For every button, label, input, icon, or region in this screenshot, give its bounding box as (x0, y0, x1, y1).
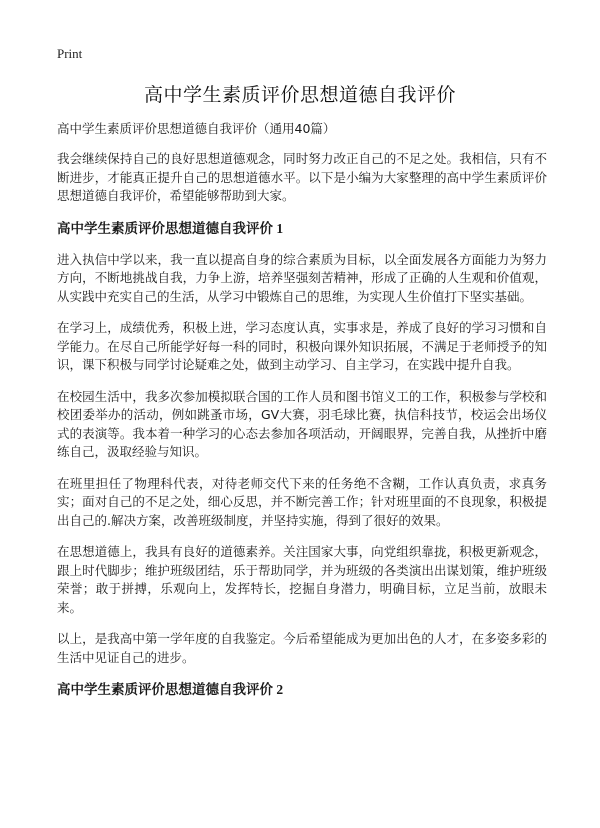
page-title: 高中学生素质评价思想道德自我评价 (143, 84, 456, 106)
document-body (57, 120, 547, 712)
section-1 (57, 219, 547, 668)
section-heading: 高中学生素质评价思想道德自我评价 2 (57, 682, 284, 697)
intro-paragraph: 我会继续保持自己的良好思想道德观念，同时努力改正自己的不足之处。我相信，只有不断进步，才能真正提升自己的思想道德水平。以下是小编为大家整理的高中学生素质评价思想道德自我评价，希望能够帮助到大家。 (57, 151, 547, 203)
body-paragraph: 在班里担任了物理科代表，对待老师交代下来的任务绝不含糊，工作认真负责，求真务实；面对自己的不足之处，细心反思，并不断完善工作；针对班里面的不良现象，积极提出自己的.解决方案，改善班级制度，并坚持实施，得到了很好的效果。 (57, 475, 547, 528)
print-link[interactable]: Print (57, 46, 83, 61)
document-subtitle: 高中学生素质评价思想道德自我评价（通用40篇） (57, 121, 336, 136)
section-heading: 高中学生素质评价思想道德自我评价 1 (57, 220, 284, 236)
body-paragraph: 在思想道德上，我具有良好的道德素养。关注国家大事，向党组织靠拢，积极更新观念，跟上时代脚步；维护班级团结，乐于帮助同学，并为班级的各类演出出谋划策，维护班级荣誉；敢于拼搏，乐观向上，发挥特长，挖掘自身潜力，明确目标，立足当前，放眼未来。 (57, 544, 547, 615)
section-2 (57, 680, 547, 699)
body-paragraph: 以上，是我高中第一学年度的自我鉴定。今后希望能成为更加出色的人才，在多姿多彩的生活中见证自己的进步。 (57, 631, 547, 665)
body-paragraph: 在校园生活中，我多次参加模拟联合国的工作人员和图书馆义工的工作，积极参与学校和校团委举办的活动，例如跳蚤市场，GV大赛，羽毛球比赛，执信科技节，校运会出场仪式的表演等。我本着一种学习的心态去参加各项活动，开阔眼界，完善自我，从挫折中磨练自己，汲取经验与知识。 (57, 388, 547, 459)
body-paragraph: 在学习上，成绩优秀，积极上进，学习态度认真，实事求是，养成了良好的学习习惯和自学能力。在尽自己所能学好每一科的同时，积极向课外知识拓展，不满足于老师授予的知识，课下积极与同学讨论疑难之处，做到主动学习、自主学习，在实践中提升自我。 (57, 320, 547, 372)
body-paragraph: 进入执信中学以来，我一直以提高自身的综合素质为目标，以全面发展各方面能力为努力方向，不断地挑战自我，力争上游，培养坚强刻苦精神，形成了正确的人生观和价值观，从实践中充实自己的生活，从学习中锻炼自己的思维，为实现人生价值打下坚实基础。 (57, 251, 547, 304)
